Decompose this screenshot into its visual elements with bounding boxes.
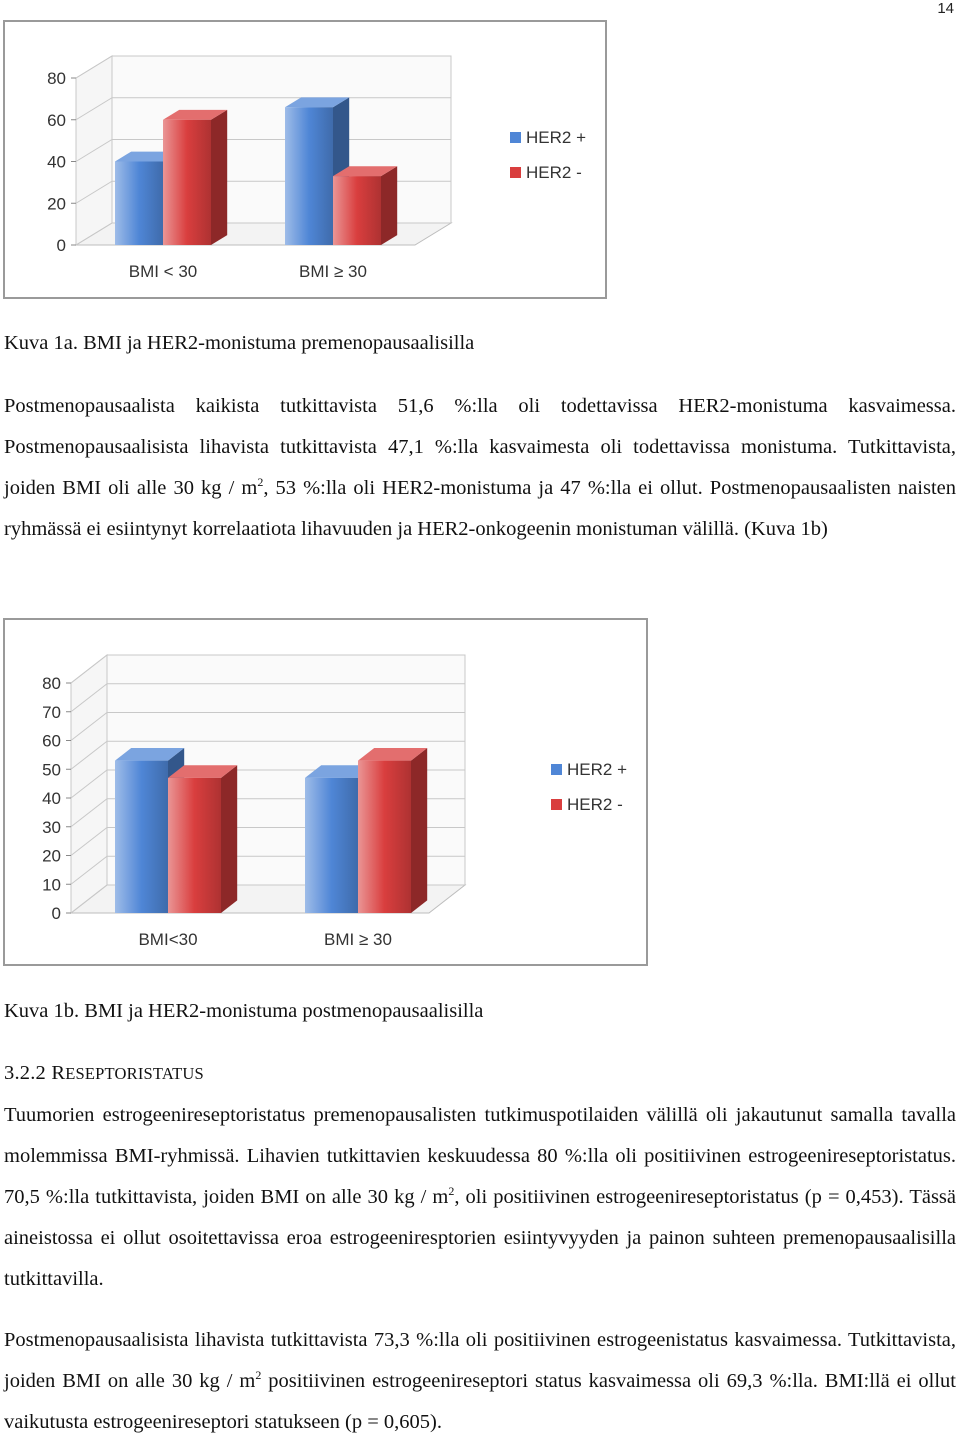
legend-label: HER2 - <box>567 795 623 814</box>
bar-side <box>221 765 237 913</box>
bar-front <box>115 761 168 913</box>
legend-swatch <box>510 132 521 143</box>
bar-front <box>163 120 211 245</box>
legend-swatch <box>510 167 521 178</box>
chart-1a <box>3 20 607 299</box>
y-tick-label: 60 <box>47 110 66 130</box>
bar-side <box>411 748 427 913</box>
x-category-label: BMI ≥ 30 <box>324 930 392 949</box>
y-tick-label: 40 <box>42 789 61 808</box>
y-tick-label: 0 <box>51 904 61 923</box>
chart-1b <box>3 618 648 966</box>
x-category-label: BMI ≥ 30 <box>299 262 367 281</box>
bar-front <box>305 778 358 913</box>
y-tick-label: 80 <box>47 69 66 88</box>
page-number: 14 <box>937 0 954 17</box>
y-tick-label: 70 <box>42 702 61 722</box>
y-tick-label: 50 <box>42 760 61 780</box>
legend-swatch <box>551 799 562 810</box>
x-category-label: BMI < 30 <box>128 262 198 281</box>
y-tick-label: 0 <box>56 236 66 255</box>
bar-her2-minus <box>358 748 427 913</box>
legend-label: HER2 - <box>526 163 582 182</box>
bar-front <box>115 162 163 246</box>
chart-1-plot <box>4 619 647 965</box>
bar-front <box>358 761 411 913</box>
x-category-label: BMI<30 <box>138 930 198 949</box>
bar-side <box>381 166 397 245</box>
bar-side <box>211 110 227 245</box>
chart-1a-svg <box>3 20 607 299</box>
legend-label: HER2 + <box>526 128 586 147</box>
caption-figure-1a: Kuva 1a. BMI ja HER2-monistuma premenopausaalisilla <box>4 332 475 354</box>
caption-figure-1b: Kuva 1b. BMI ja HER2-monistuma postmenopausaalisilla <box>4 1000 484 1022</box>
paragraph-receptor-premenopausal: Tuumorien estrogeenireseptoristatus premenopausalisten tutkimuspotilaiden välillä oli jakautunut samalla tavalla molemmissa BMI-ryhmissä. Lihavien tutkittavien keskuudessa 80 %:lla oli positiivinen estrogeenireseptoristatus. 70,5 %:lla tutkittavista, joiden BMI on alle 30 kg / $m^2$, oli positiivinen estrogeenireseptoristatus (p = 0,453). Tässä aineistossa ei ollut osoitettavissa eroa estrogeeniresptorien esiintyvyyden ja painon suhteen premenopausaalisilla tutkittavilla. <box>4 1104 956 1290</box>
bar-front <box>168 778 221 913</box>
bar-her2-minus <box>163 110 227 245</box>
bar-her2-minus <box>168 765 237 913</box>
legend-swatch <box>551 764 562 775</box>
bar-her2-minus <box>333 166 397 245</box>
legend-label: HER2 + <box>567 760 627 779</box>
y-tick-label: 80 <box>42 674 61 693</box>
y-tick-label: 60 <box>42 731 61 751</box>
chart-1b-svg <box>3 618 648 966</box>
y-tick-label: 40 <box>47 152 66 172</box>
bar-front <box>285 107 333 245</box>
bar-front <box>333 176 381 245</box>
chart-0-plot <box>4 21 606 298</box>
paragraph-receptor-postmenopausal: Postmenopausaalisista lihavista tutkittavista 73,3 %:lla oli positiivinen estrogeenistatus kasvaimessa. Tutkittavista, joiden BMI on alle 30 kg / $m^2$ positiivinen estrogeenireseptori status kasvaimessa oli 69,3 %:lla. BMI:llä ei ollut vaikutusta estrogeenireseptori statukseen (p = 0,605). <box>4 1329 956 1433</box>
y-tick-label: 10 <box>42 875 61 895</box>
y-tick-label: 30 <box>42 817 61 837</box>
paragraph-her2-postmenopausal: Postmenopausaalista kaikista tutkittavista 51,6 %:lla oli todettavissa HER2-monistuma kasvaimessa. Postmenopausaalisista lihavista tutkittavista 47,1 %:lla kasvaimesta oli todettavissa monistuma. Tutkittavista, joiden BMI oli alle 30 kg / $m^2$, 53 %:lla oli HER2-monistuma ja 47 %:lla ei ollut. Postmenopausaalisten naisten ryhmässä ei esiintynyt korrelaatiota lihavuuden ja HER2-onkogeenin monistuman välillä. (Kuva 1b) <box>4 395 956 540</box>
y-tick-label: 20 <box>42 846 61 866</box>
section-heading: 3.2.2 RESEPTORISTATUS <box>4 1062 204 1084</box>
y-tick-label: 20 <box>47 194 66 214</box>
